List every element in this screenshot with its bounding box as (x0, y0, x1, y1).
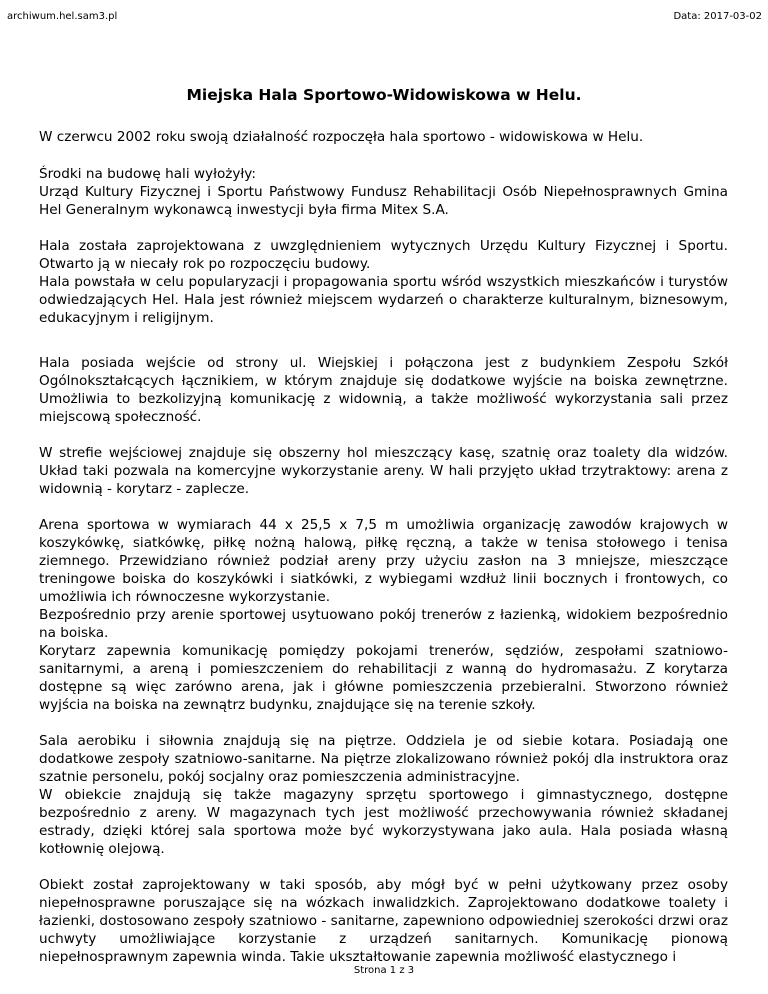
paragraph-lobby: W strefie wejściowej znajduje się obszerny hol mieszczący kasę, szatnię oraz toalety dla widzów. Układ taki pozwala na komercyjne wykorzystanie areny. W hali przyjęto układ trzytraktowy: arena z widownią - korytarz - zaplecze. (39, 445, 728, 497)
paragraph-corridor: Korytarz zapewnia komunikację pomiędzy pokojami trenerów, sędziów, zespołami szatniowo-sanitarnymi, a areną i pomieszczeniem do rehabilitacji z wanną do hydromasażu. Z korytarza dostępne są więc zarówno arena, jak i główne pomieszczenia przebieralni. Stworzono również wyjścia na boiska na zewnątrz budynku, znajdujące się na terenie szkoły. (39, 643, 728, 713)
paragraph-purpose: Hala powstała w celu popularyzacji i propagowania sportu wśród wszystkich mieszkańców i turystów odwiedzających Hel. Hala jest również miejscem wydarzeń o charakterze kulturalnym, biznesowym, edukacyjnym i religijnym. (39, 274, 728, 326)
paragraph-arena: Arena sportowa w wymiarach 44 x 25,5 x 7,5 m umożliwia organizację zawodów krajowych w koszykówkę, siatkówkę, piłkę nożną halową, piłkę ręczną, a także w tenisa stołowego i tenisa ziemnego. Przewidziano również podział areny przy użyciu zasłon na 3 mniejsze, mieszczące treningowe boiska do koszykówki i siatkówki, z wybiegami wzdłuż linii bocznych i frontowych, co umożliwia ich równoczesne wykorzystanie. (39, 517, 728, 605)
page-number: Strona 1 z 3 (353, 965, 415, 976)
paragraph-entrance: Hala posiada wejście od strony ul. Wiejskiej i połączona jest z budynkiem Zespołu Szkół Ogólnokształcących łącznikiem, w którym znajduje się dodatkowe wyjście na boiska zewnętrzne. Umożliwia to bezkolizyjną komunikację z widownią, a także możliwość wykorzystania sali przez miejscową społeczność. (39, 355, 728, 425)
header-site: archiwum.hel.sam3.pl (7, 11, 118, 22)
article-body (39, 128, 728, 966)
header-date: Data: 2017-03-02 (673, 11, 762, 22)
paragraph-upper-floor: Sala aerobiku i siłownia znajdują się na piętrze. Oddziela je od siebie kotara. Posiadają one dodatkowe zespoły szatniowo-sanitarne. Na piętrze zlokalizowano również pokój dla instruktora oraz szatnie personelu, pokój socjalny oraz pomieszczenia administracyjne. (39, 733, 728, 785)
paragraph-design: Hala została zaprojektowana z uwzględnieniem wytycznych Urzędu Kultury Fizycznej i Sportu. Otwarto ją w niecały rok po rozpoczęciu budowy. (39, 238, 728, 272)
paragraph-intro: W czerwcu 2002 roku swoją działalność rozpoczęła hala sportowo - widowiskowa w Helu. (39, 129, 644, 145)
paragraph-coach-room: Bezpośrednio przy arenie sportowej usytuowano pokój trenerów z łazienką, widokiem bezpośrednio na boiska. (39, 607, 728, 641)
paragraph-funding-heading: Środki na budowę hali wyłożyły: (39, 166, 256, 182)
page-title: Miejska Hala Sportowo-Widowiskowa w Helu. (186, 86, 582, 104)
paragraph-funding: Urząd Kultury Fizycznej i Sportu Państwowy Fundusz Rehabilitacji Osób Niepełnosprawnych Gmina Hel Generalnym wykonawcą inwestycji była firma Mitex S.A. (39, 184, 728, 218)
paragraph-accessibility: Obiekt został zaprojektowany w taki sposób, aby mógł być w pełni użytkowany przez osoby niepełnosprawne poruszające się na wózkach inwalidzkich. Zaprojektowano dodatkowe toalety i łazienki, dostosowano zespoły szatniowo - sanitarne, zapewniono odpowiedniej szerokości drzwi oraz uchwyty umożliwiające korzystanie z urządzeń sanitarnych. Komunikację pionową niepełnosprawnym zapewnia winda. Takie ukształtowanie zapewnia możliwość elastycznego i (39, 877, 728, 965)
paragraph-storage: W obiekcie znajdują się także magazyny sprzętu sportowego i gimnastycznego, dostępne bezpośrednio z areny. W magazynach tych jest możliwość przechowywania również składanej estrady, dzięki której sala sportowa może być wykorzystywana jako aula. Hala posiada własną kotłownię olejową. (39, 787, 728, 857)
